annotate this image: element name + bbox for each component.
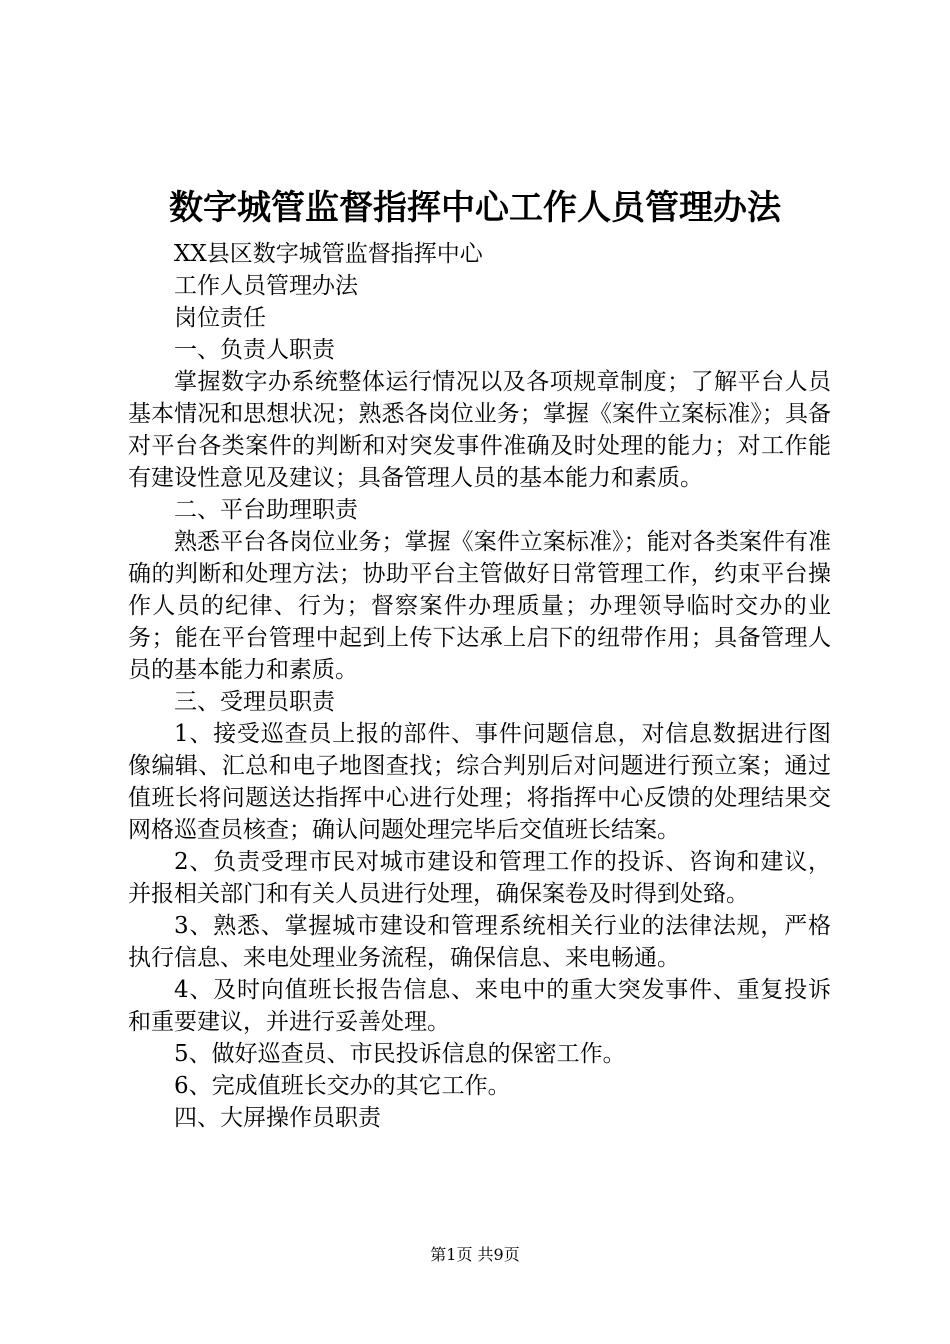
paragraph-subtitle: 工作人员管理办法 xyxy=(174,273,358,299)
paragraph-item-1: 1、接受巡查员上报的部件、事件问题信息，对信息数据进行图像编辑、汇总和电子地图查找；综合判别后对问题进行预立案；通过值班长将问题送达指挥中心进行处理；将指挥中心反馈的处理结果交网格巡查员核查；确认问题处理完毕后交值班长结案。 xyxy=(128,721,831,843)
paragraph-section-2: 熟悉平台各岗位业务；掌握《案件立案标准》；能对各类案件有准确的判断和处理方法；协助平台主管做好日常管理工作，约束平台操作人员的纪律、行为；督察案件办理质量；办理领导临时交办的业务；能在平台管理中起到上传下达承上启下的纽带作用；具备管理人员的基本能力和素质。 xyxy=(128,529,831,683)
heading-section-2: 二、平台助理职责 xyxy=(174,497,358,523)
paragraph-item-4: 4、及时向值班长报告信息、来电中的重大突发事件、重复投诉和重要建议，并进行妥善处理。 xyxy=(128,977,831,1035)
page-footer: 第1页 共9页 xyxy=(430,1245,520,1264)
paragraph-section-1: 掌握数字办系统整体运行情况以及各项规章制度；了解平台人员基本情况和思想状况；熟悉各岗位业务；掌握《案件立案标准》；具备对平台各类案件的判断和对突发事件准确及时处理的能力；对工作能有建设性意见及建议；具备管理人员的基本能力和素质。 xyxy=(128,369,831,491)
paragraph-item-6: 6、完成值班长交办的其它工作。 xyxy=(174,1073,511,1099)
heading-section-3: 三、受理员职责 xyxy=(174,689,335,715)
paragraph-item-5: 5、做好巡查员、市民投诉信息的保密工作。 xyxy=(174,1041,626,1067)
paragraph-item-3: 3、熟悉、掌握城市建设和管理系统相关行业的法律法规，严格执行信息、来电处理业务流程，确保信息、来电畅通。 xyxy=(128,913,831,971)
heading-section-4: 四、大屏操作员职责 xyxy=(174,1105,381,1131)
heading-section-1: 一、负责人职责 xyxy=(174,337,335,363)
paragraph-section-label: 岗位责任 xyxy=(174,305,266,331)
document-title: 数字城管监督指挥中心工作人员管理办法 xyxy=(169,188,781,228)
paragraph-org-name: XX县区数字城管监督指挥中心 xyxy=(174,241,483,267)
document-body xyxy=(128,238,831,1134)
paragraph-item-2: 2、负责受理市民对城市建设和管理工作的投诉、咨询和建议，并报相关部门和有关人员进行处理，确保案卷及时得到处臵。 xyxy=(128,849,831,907)
